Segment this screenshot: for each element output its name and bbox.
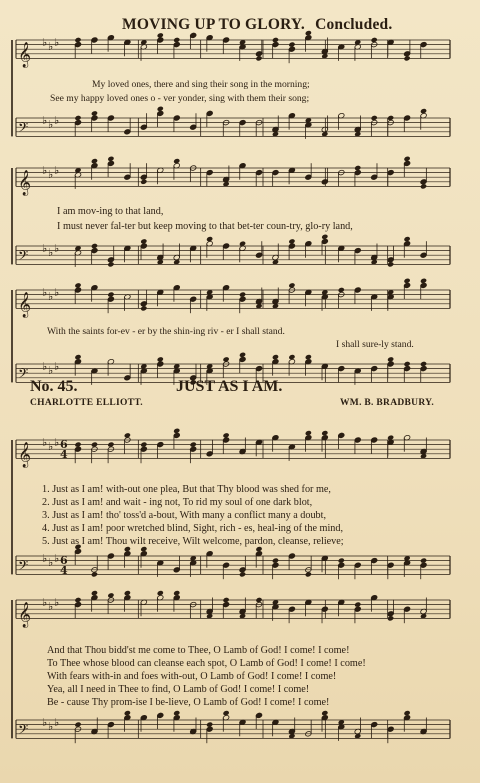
svg-text:♭: ♭ [48,440,54,453]
svg-text:♭: ♭ [54,436,60,449]
svg-text:♭: ♭ [48,290,54,303]
composer-credit: WM. B. BRADBURY. [340,398,435,408]
svg-text:♭: ♭ [54,286,60,299]
svg-text:𝄞: 𝄞 [18,42,32,68]
svg-text:♭: ♭ [54,114,60,127]
verse-4a: 4. Just as I am! poor wretched blind, Sight, rich - es, heal-ing of the mind, [42,523,344,534]
svg-text:♭: ♭ [54,360,60,373]
svg-text:4: 4 [60,448,68,461]
verse-2a: 2. Just as I am! and wait - ing not, To rid my soul of one dark blot, [42,497,313,508]
hymn-number: No. 45. [30,378,78,395]
lyric-line-1: My loved ones, there and sing their song in the morning; [92,79,310,90]
svg-text:♭: ♭ [54,552,60,565]
verse-2b: To Thee whose blood can cleanse each spot, O Lamb of God! I come! I come! [47,658,366,669]
svg-text:♭: ♭ [42,164,48,177]
svg-text:♭: ♭ [54,716,60,729]
author-credit: CHARLOTTE ELLIOTT. [30,398,143,408]
svg-text:𝄞: 𝄞 [18,292,32,318]
svg-text:♭: ♭ [42,242,48,255]
verse-4b: Yea, all I need in Thee to find, O Lamb of God! I come! I come! [47,684,310,695]
lyric-line-6: I shall sure-ly stand. [336,339,414,350]
verse-3b: With fears with-in and foes with-out, O Lamb of God! I come! I come! [47,671,337,682]
svg-text:♭: ♭ [42,716,48,729]
svg-text:𝄞: 𝄞 [18,442,32,468]
svg-text:♭: ♭ [48,246,54,259]
svg-text:♭: ♭ [42,360,48,373]
svg-text:♭: ♭ [48,40,54,53]
svg-text:♭: ♭ [48,118,54,131]
svg-text:𝄢: 𝄢 [18,119,29,139]
svg-text:♭: ♭ [48,600,54,613]
svg-text:♭: ♭ [42,114,48,127]
verse-5a: 5. Just as I am! Thou wilt receive, Wilt welcome, pardon, cleanse, relieve; [42,536,344,547]
svg-text:♭: ♭ [54,36,60,49]
svg-text:♭: ♭ [48,556,54,569]
svg-text:♭: ♭ [42,286,48,299]
svg-text:♭: ♭ [48,364,54,377]
verse-1b: And that Thou bidd'st me come to Thee, O Lamb of God! I come! I come! [47,645,350,656]
svg-text:♭: ♭ [42,596,48,609]
verse-5b: Be - cause Thy prom-ise I be-lieve, O Lamb of God! I come! I come! [47,697,330,708]
svg-text:♭: ♭ [54,164,60,177]
hymn-title: MOVING UP TO GLORY. Concluded. [122,16,393,33]
lyric-line-2: See my happy loved ones o - ver yonder, sing with them their song; [50,93,310,104]
svg-text:♭: ♭ [42,36,48,49]
svg-text:6: 6 [60,554,68,567]
svg-text:♭: ♭ [54,242,60,255]
svg-text:𝄢: 𝄢 [18,721,29,741]
svg-text:4: 4 [60,564,68,577]
svg-text:𝄢: 𝄢 [18,557,29,577]
svg-text:♭: ♭ [54,596,60,609]
svg-text:♭: ♭ [42,552,48,565]
lyric-line-3: I am mov-ing to that land, [57,206,164,217]
hymn-title-2: JUST AS I AM. [176,378,283,395]
svg-text:𝄞: 𝄞 [18,170,32,196]
svg-text:♭: ♭ [48,720,54,733]
svg-text:𝄞: 𝄞 [18,602,32,628]
lyric-line-4: I must never fal-ter but keep moving to that bet-ter coun-try, glo-ry land, [57,221,353,232]
svg-text:6: 6 [60,438,68,451]
lyric-line-5: With the saints for-ev - er by the shin-ing riv - er I shall stand. [47,326,285,337]
verse-3a: 3. Just as I am! tho' toss'd a-bout, With many a conflict many a doubt, [42,510,327,521]
svg-text:♭: ♭ [48,168,54,181]
svg-text:𝄢: 𝄢 [18,247,29,267]
svg-text:𝄢: 𝄢 [18,365,29,385]
verse-1a: 1. Just as I am! with-out one plea, But that Thy blood was shed for me, [42,484,331,495]
title-suffix: Concluded. [315,16,393,33]
svg-text:♭: ♭ [42,436,48,449]
